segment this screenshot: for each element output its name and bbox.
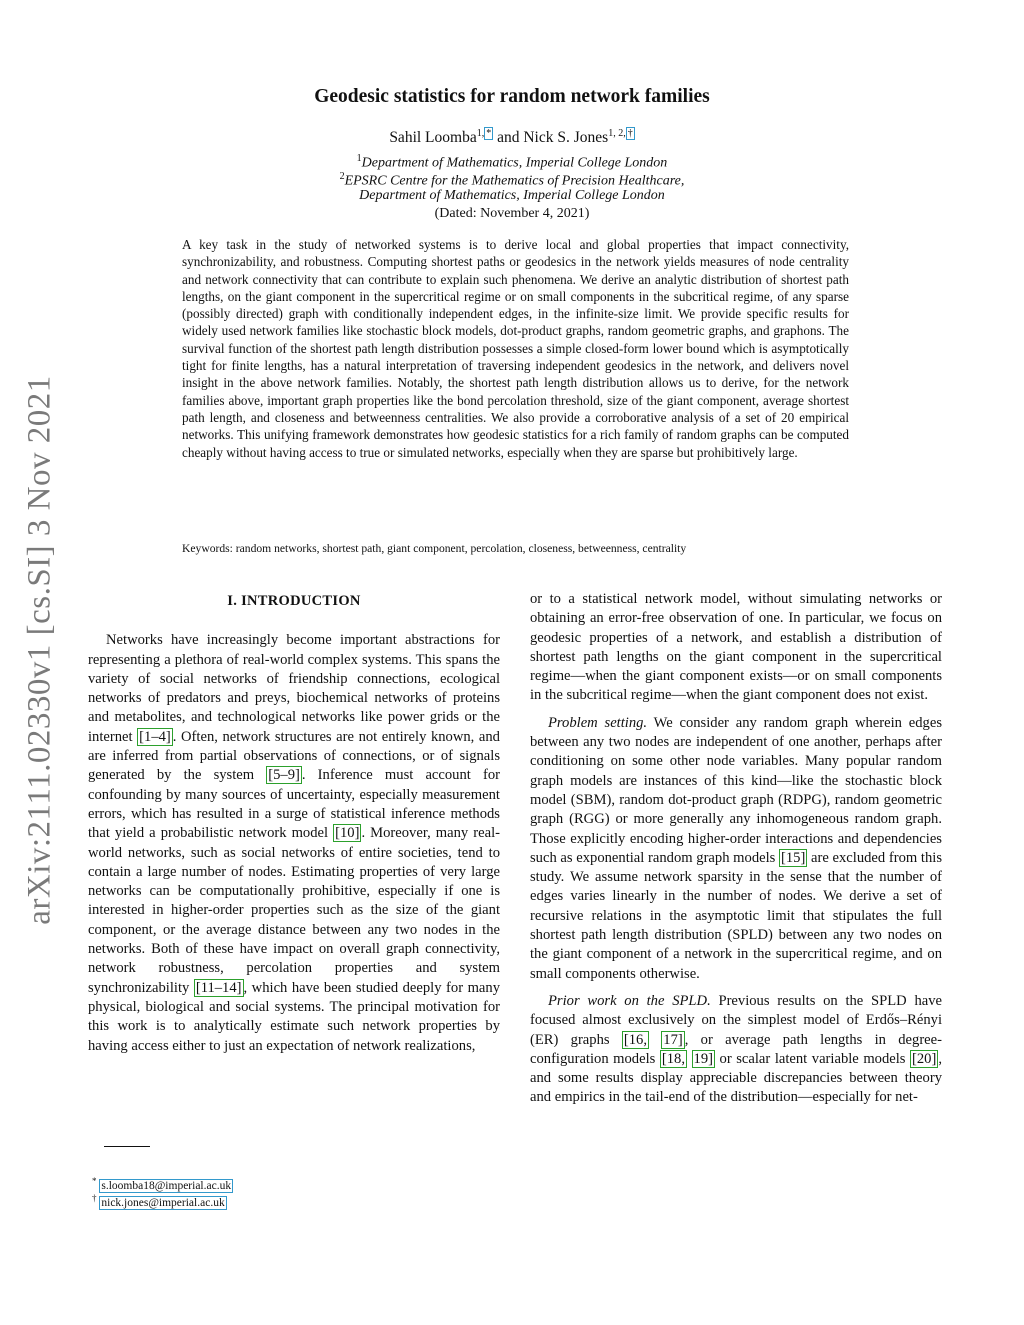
citation-20[interactable]: [20] — [912, 1050, 937, 1067]
intro-paragraph-1 — [88, 631, 500, 1056]
author-2: Nick S. Jones — [523, 129, 609, 147]
text-span: are excluded from this study. We assume network sparsity in the sense that the number of edges varies linearly in the number of nodes. We derive a set of recursive relations in the asymptotic limit that stipulates the full shortest path length distribution (SPLD) between any two nodes on the giant component of a network in the supercritical regime, and on small components otherwise. — [530, 849, 942, 982]
left-column — [88, 590, 500, 1056]
author-1-footnote-link[interactable]: * — [486, 128, 492, 139]
arxiv-identifier[interactable]: arXiv:2111.02330v1 [cs.SI] 3 Nov 2021 — [21, 375, 58, 925]
citation-19[interactable]: 19] — [693, 1050, 713, 1067]
affiliation-2-line-2: Department of Mathematics, Imperial College London — [359, 188, 665, 203]
affiliation-1-mark: 1 — [356, 153, 362, 164]
affiliation-2-text: EPSRC Centre for the Mathematics of Precision Healthcare, — [344, 173, 685, 189]
section-heading: I. INTRODUCTION — [227, 593, 361, 609]
footnote-2-mark: † — [92, 1193, 97, 1203]
abstract: A key task in the study of networked systems is to derive local and global properties that impact connectivity, synchronizability, and robustness. Computing shortest paths or geodesics in the network yields measures of node centrality and network connectivity that can contribute to explain such phenomena. We derive an analytic distribution of shortest path lengths, on the giant component in the supercritical regime or on small components in the subcritical regime, of any sparse (possibly directed) graph with conditionally independent edges, in the infinite-size limit. We provide specific results for widely used network families like stochastic block models, dot-product graphs, random geometric graphs, and graphons. The survival function of the shortest path length distribution possesses a simple closed-form lower bound which is asymptotically tight for finite lengths, has a natural interpretation of traversing independent geodesics in the network, and delivers novel insight in the above network families. Notably, the shortest path length distribution allows us to derive, for the network families above, important graph properties like the bond percolation threshold, size of the giant component, average shortest path length, and closeness and betweenness centralities. We also provide a corroborative analysis of a set of 20 empirical networks. This unifying framework demonstrates how geodesic statistics for a rich family of random graphs can be computed cheaply without having access to true or simulated networks, especially when they are sparse but prohibitively large. — [182, 237, 849, 460]
text-span: , and some results display appreciable discrepancies between theory and empirics in the tail-end of the distribution—especially for net- — [530, 1050, 942, 1106]
footnote-2 — [92, 1193, 227, 1209]
email-link-1[interactable]: s.loomba18@imperial.ac.uk — [101, 1179, 232, 1192]
text-span: We consider any random graph wherein edges between any two nodes are independent of one another, perhaps after conditioning on some other node variables. Many popular random graph models are instances of this kind—like the stochastic block model (SBM), random dot-product graph (RDPG), random geometric graph (RGG) or more generally any inhomogeneous random graph. Those explicitly encoding higher-order interactions and dependencies such as exponential random graph models — [530, 714, 942, 866]
intro-paragraph-2: or to a statistical network model, without simulating networks or obtaining an error-free observation of one. In particular, we focus on geodesic properties of a network, and establish a distribution of shortest path lengths on the giant component in the supercritical regime—when the giant component exists—or on small components in the subcritical regime—when the giant component does not exist. — [530, 591, 942, 704]
arxiv-stamp — [20, 350, 60, 950]
prior-work-lead: Prior work on the SPLD. — [548, 992, 711, 1009]
text-span: . Inference must account for confounding by many sources of uncertainty, especially measurement errors, which has resulted in a surge of statistical inference methods that yield a probabilistic network model — [88, 767, 500, 842]
citation-15[interactable]: [15] — [781, 849, 806, 866]
author-1: Sahil Loomba — [389, 129, 477, 147]
prior-work-paragraph — [530, 992, 942, 1108]
affiliation-1 — [0, 153, 1024, 172]
text-span: or scalar latent variable models — [715, 1050, 911, 1067]
date-line: (Dated: November 4, 2021) — [434, 206, 590, 221]
citation-18[interactable]: [18, — [661, 1050, 685, 1067]
footnote-1 — [92, 1176, 233, 1192]
text-span: Networks have increasingly become important abstractions for representing a plethora of real-world complex systems. This spans the variety of social networks of friendship connections, ecological networks of predators and preys, biochemical networks of proteins and metabolites, and technological networks like power grids or the internet — [88, 632, 500, 745]
paper-title: Geodesic statistics for random network families — [314, 86, 710, 107]
affiliation-1-text: Department of Mathematics, Imperial College London — [361, 155, 668, 171]
text-span: . Moreover, many real-world networks, such as social networks of entire societies, tend to contain a large number of nodes. Estimating properties of very large networks can be computationally prohibitive, especially if one is interested in higher-order properties such as the size of the giant component, or the average distance between any two nodes in the networks. Both of these have impact on overall graph connectivity, network robustness, percolation properties and system synchronizability — [88, 825, 500, 996]
citation-5-9[interactable]: [5–9] — [268, 767, 300, 784]
author-line — [0, 128, 1024, 147]
footnote-1-mark: * — [92, 1176, 97, 1186]
author-2-footnote-link[interactable]: † — [627, 128, 633, 139]
citation-16[interactable]: [16, — [623, 1031, 647, 1048]
problem-setting-paragraph — [530, 714, 942, 984]
author-conjunction: and — [493, 129, 524, 147]
author-1-affiliation-marks: 1, — [476, 128, 485, 139]
text-span: Previous results on the SPLD have focused almost exclusively on the simplest model of Erdős–Rényi (ER) graphs — [530, 992, 943, 1048]
affiliation-2 — [0, 171, 1024, 190]
author-2-affiliation-marks: 1, 2, — [608, 128, 626, 139]
text-span: . Often, network structures are not entirely known, and are inferred from partial observations of connections, or of signals generated by the system — [88, 728, 500, 784]
right-column — [530, 590, 942, 1108]
affiliation-2-mark: 2 — [339, 171, 345, 182]
citation-11-14[interactable]: [11–14] — [195, 979, 242, 996]
problem-setting-lead: Problem setting. — [548, 714, 648, 731]
citation-10[interactable]: [10] — [335, 825, 360, 842]
text-span: , which have been studied deeply for many physical, biological and social systems. The principal motivation for this work is to analytically estimate such network properties by having access either to just an expectation of network realizations, — [88, 979, 500, 1054]
text-span: , or average path lengths in degree-configuration models — [530, 1031, 942, 1067]
keywords: Keywords: random networks, shortest path, giant component, percolation, closeness, betweenness, centrality — [182, 542, 687, 555]
citation-17[interactable]: 17] — [663, 1031, 683, 1048]
footnote-divider — [104, 1146, 150, 1147]
citation-1-4[interactable]: [1–4] — [139, 728, 171, 745]
email-link-2[interactable]: nick.jones@imperial.ac.uk — [101, 1196, 225, 1209]
